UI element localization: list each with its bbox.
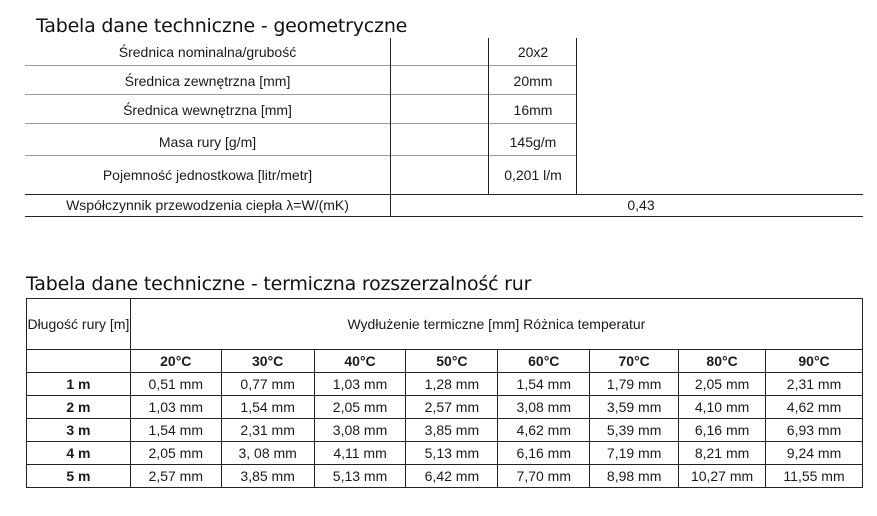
geometry-value: 20mm	[513, 73, 553, 89]
conductivity-value: 0,43	[627, 197, 655, 213]
geometry-value: 0,201 l/m	[504, 167, 562, 183]
value-cell: 4,62 mm	[766, 396, 863, 419]
value-cell: 10,27 mm	[679, 465, 766, 488]
value-cell: 5,39 mm	[590, 419, 679, 442]
geometry-value: 20x2	[517, 44, 549, 60]
value-cell: 0,51 mm	[130, 373, 221, 396]
geometry-value: 145g/m	[509, 134, 557, 150]
value-cell: 1,03 mm	[314, 373, 406, 396]
value-cell: 7,70 mm	[498, 465, 590, 488]
geometry-value: 16mm	[513, 102, 553, 118]
value-cell: 3,08 mm	[314, 419, 406, 442]
length-cell: 1 m	[27, 373, 131, 396]
temperature-header: 60°C	[498, 350, 590, 373]
header-row	[27, 299, 863, 350]
temperature-header: 50°C	[406, 350, 498, 373]
value-cell: 1,28 mm	[406, 373, 498, 396]
value-cell: 6,16 mm	[498, 442, 590, 465]
value-cell: 3,08 mm	[498, 396, 590, 419]
expansion-header: Wydłużenie termiczne [mm] Różnica temperatur	[130, 299, 862, 350]
value-cell: 2,05 mm	[130, 442, 221, 465]
temperature-header: 90°C	[766, 350, 863, 373]
table-row	[27, 396, 863, 419]
value-cell: 2,57 mm	[406, 396, 498, 419]
temperature-header: 20°C	[130, 350, 221, 373]
value-cell: 8,98 mm	[590, 465, 679, 488]
table-row	[27, 373, 863, 396]
row-divider	[25, 216, 863, 217]
value-cell: 3,59 mm	[590, 396, 679, 419]
geometry-table-title: Tabela dane techniczne - geometryczne	[36, 15, 408, 37]
value-cell: 8,21 mm	[679, 442, 766, 465]
column-divider	[488, 38, 489, 194]
value-cell: 5,13 mm	[314, 465, 406, 488]
value-cell: 1,54 mm	[130, 419, 221, 442]
value-cell: 6,16 mm	[679, 419, 766, 442]
empty-cell	[27, 350, 131, 373]
temperature-header: 30°C	[221, 350, 314, 373]
value-cell: 3, 08 mm	[221, 442, 314, 465]
column-divider	[390, 38, 391, 216]
value-cell: 2,05 mm	[314, 396, 406, 419]
value-cell: 3,85 mm	[406, 419, 498, 442]
table-row	[27, 442, 863, 465]
row-divider	[25, 94, 576, 95]
value-cell: 4,62 mm	[498, 419, 590, 442]
value-cell: 1,54 mm	[498, 373, 590, 396]
thermal-table-title: Tabela dane techniczne - termiczna rozszerzalność rur	[26, 273, 532, 295]
value-cell: 7,19 mm	[590, 442, 679, 465]
row-divider	[25, 123, 576, 124]
temperature-header: 40°C	[314, 350, 406, 373]
value-cell: 6,42 mm	[406, 465, 498, 488]
value-cell: 11,55 mm	[766, 465, 863, 488]
row-divider	[25, 155, 576, 156]
value-cell: 5,13 mm	[406, 442, 498, 465]
length-cell: 3 m	[27, 419, 131, 442]
value-cell: 2,31 mm	[766, 373, 863, 396]
value-cell: 2,57 mm	[130, 465, 221, 488]
column-divider	[576, 38, 577, 194]
value-cell: 1,54 mm	[221, 396, 314, 419]
temperature-row	[27, 350, 863, 373]
geometry-label: Średnica wewnętrzna [mm]	[123, 102, 292, 118]
conductivity-label: Współczynnik przewodzenia ciepła λ=W/(mK)	[66, 197, 349, 213]
length-cell: 5 m	[27, 465, 131, 488]
value-cell: 4,10 mm	[679, 396, 766, 419]
table-row	[27, 465, 863, 488]
value-cell: 2,31 mm	[221, 419, 314, 442]
value-cell: 3,85 mm	[221, 465, 314, 488]
value-cell: 0,77 mm	[221, 373, 314, 396]
value-cell: 4,11 mm	[314, 442, 406, 465]
geometry-label: Średnica zewnętrzna [mm]	[124, 73, 291, 89]
length-cell: 4 m	[27, 442, 131, 465]
table-row	[27, 419, 863, 442]
value-cell: 2,05 mm	[679, 373, 766, 396]
temperature-header: 70°C	[590, 350, 679, 373]
value-cell: 9,24 mm	[766, 442, 863, 465]
geometry-label: Średnica nominalna/grubość	[118, 44, 297, 60]
length-cell: 2 m	[27, 396, 131, 419]
value-cell: 6,93 mm	[766, 419, 863, 442]
row-divider	[25, 65, 576, 66]
length-header: Długość rury [m]	[27, 299, 131, 350]
value-cell: 1,03 mm	[130, 396, 221, 419]
thermal-expansion-table	[26, 298, 863, 488]
geometry-label: Pojemność jednostkowa [litr/metr]	[102, 167, 313, 183]
geometry-label: Masa rury [g/m]	[158, 134, 257, 150]
temperature-header: 80°C	[679, 350, 766, 373]
value-cell: 1,79 mm	[590, 373, 679, 396]
